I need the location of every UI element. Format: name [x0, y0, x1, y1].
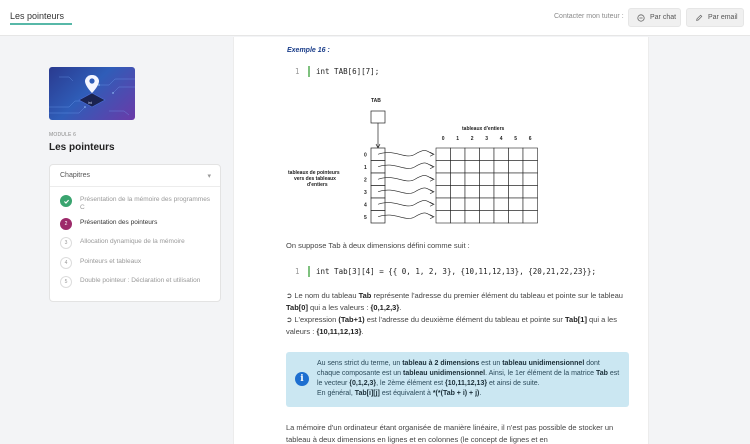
chapters-header[interactable] — [50, 165, 220, 187]
pointer-arrow — [378, 188, 433, 194]
chapters-title: Chapitres — [60, 172, 90, 179]
row-index: 0 — [364, 152, 367, 159]
text-bold: Tab[1] — [565, 315, 587, 324]
contact-tutor-label: Contacter mon tuteur : — [554, 13, 624, 20]
array-cell — [436, 173, 451, 186]
last-paragraph: La mémoire d'un ordinateur étant organisée de manière linéaire, il n'est pas possible de stocker un tableau à deux dimensions en lignes et en colonnes (le concept de lignes et en — [286, 423, 614, 444]
chat-icon — [637, 14, 645, 22]
chapter-number: 2 — [60, 218, 72, 230]
text-bold: {10,11,12,13} — [316, 327, 362, 336]
module-illustration — [49, 67, 135, 120]
col-index: 6 — [528, 136, 532, 142]
code-gutter-bar — [308, 266, 310, 277]
text-bold: {0,1,2,3} — [349, 380, 377, 387]
pointer-arrow — [378, 175, 433, 181]
chapter-number: 3 — [60, 237, 72, 249]
info-text — [317, 359, 622, 399]
array-cell — [494, 211, 509, 224]
pointer-column — [364, 148, 385, 223]
array-cell — [451, 148, 466, 161]
pointers-label-line1: tableaux de pointeurs — [288, 170, 340, 176]
pointers-label-line2: vers des tableaux — [294, 176, 336, 182]
arrows — [378, 150, 434, 218]
email-button-label: Par email — [708, 14, 738, 21]
arrow-head — [430, 177, 434, 181]
chapter-item-5[interactable] — [60, 276, 216, 288]
arrow-head — [430, 152, 434, 156]
arrays-label: tableaux d'entiers — [462, 126, 505, 132]
pencil-icon — [695, 14, 703, 22]
array-cell — [523, 211, 538, 224]
text: . — [479, 390, 482, 397]
pointer-arrow — [378, 150, 433, 156]
text: . — [399, 303, 402, 312]
example-label: Exemple 16 : — [287, 47, 330, 54]
chapter-label: Présentation de la mémoire des programmes C — [80, 196, 211, 211]
chevron-down-icon[interactable]: ▾ — [207, 173, 211, 180]
array-cell — [480, 148, 495, 161]
array-cell — [436, 198, 451, 211]
text-bold: Tab[i][j] — [354, 390, 380, 397]
line-number: 1 — [295, 67, 300, 76]
code-block-1 — [295, 66, 379, 77]
text: qui a les valeurs : — [307, 303, 371, 312]
array-cell — [494, 173, 509, 186]
text-bold: Tab[0] — [286, 303, 308, 312]
bullet-paragraph-1 — [286, 290, 631, 314]
text: L'expression — [294, 315, 339, 324]
text-bold: Tab — [358, 291, 372, 300]
row-index: 3 — [364, 189, 367, 196]
chapter-item-2[interactable] — [60, 218, 216, 230]
array-cell — [465, 211, 480, 224]
page-tab-title[interactable]: Les pointeurs — [10, 11, 65, 21]
lesson-content — [233, 37, 649, 444]
array-cell — [509, 198, 524, 211]
array-cell — [451, 186, 466, 199]
array-cell — [436, 186, 451, 199]
row-index: 2 — [364, 177, 367, 184]
chapter-item-4[interactable] — [60, 257, 216, 269]
array-cell — [509, 161, 524, 174]
chapter-label: Présentation des pointeurs — [80, 219, 158, 226]
array-cell — [436, 211, 451, 224]
chapter-item-3[interactable] — [60, 237, 216, 249]
col-index: 4 — [499, 136, 503, 142]
text: Au sens strict du terme, un — [317, 360, 403, 367]
text: est le vecteur — [317, 370, 620, 387]
array-cell — [465, 198, 480, 211]
module-title: Les pointeurs — [49, 142, 115, 153]
array-cell — [480, 173, 495, 186]
text: , le 2ème élément est — [376, 380, 446, 387]
col-index: 0 — [441, 136, 445, 142]
array-cell — [480, 198, 495, 211]
code-line: int TAB[6][7]; — [316, 67, 380, 76]
arrow-head — [430, 215, 434, 219]
chapter-number: 4 — [60, 257, 72, 269]
text: est l'adresse du deuxième élément du tableau et pointe sur — [364, 315, 565, 324]
array-cell — [465, 186, 480, 199]
code-line: int Tab[3][4] = {{ 0, 1, 2, 3}, {10,11,12,13}, {20,21,22,23}}; — [316, 267, 596, 276]
col-index: 5 — [514, 136, 518, 142]
array-cell — [465, 148, 480, 161]
svg-text:int: int — [88, 101, 92, 105]
array-cell — [509, 186, 524, 199]
array-cell — [451, 198, 466, 211]
text-bold: {10,11,12,13} — [445, 380, 488, 387]
arrow-head — [430, 165, 434, 169]
chapter-label: Allocation dynamique de la mémoire — [80, 238, 185, 245]
pointer-arrow — [378, 163, 433, 169]
active-tab-underline — [10, 23, 72, 25]
text: est un — [479, 360, 503, 367]
text-bold: (Tab+1) — [338, 315, 365, 324]
array-cell — [494, 148, 509, 161]
text-bold: tableau unidimensionnel — [403, 370, 486, 377]
text-bold: tableau à 2 dimensions — [402, 360, 480, 367]
array-diagram — [287, 94, 547, 224]
info-icon: i — [295, 372, 309, 386]
arrow-head — [430, 202, 434, 206]
array-cell — [465, 173, 480, 186]
text-bold: {0,1,2,3} — [370, 303, 400, 312]
array-cell — [494, 186, 509, 199]
sentence-suppose: On suppose Tab à deux dimensions défini comme suit : — [286, 241, 470, 250]
pointer-arrow — [378, 213, 433, 219]
module-cover-image — [49, 67, 135, 120]
bullet-paragraph-2 — [286, 314, 631, 338]
check-icon — [60, 195, 72, 207]
array-cell — [494, 161, 509, 174]
chapter-number: 5 — [60, 276, 72, 288]
array-cell — [523, 161, 538, 174]
array-cell — [480, 161, 495, 174]
array-grid — [436, 136, 538, 223]
code-gutter-bar — [308, 66, 310, 77]
chapter-label: Double pointeur : Déclaration et utilisation — [80, 277, 201, 284]
row-index: 1 — [364, 164, 367, 171]
text: dont chaque composante est un — [317, 360, 600, 377]
array-cell — [451, 211, 466, 224]
array-cell — [451, 161, 466, 174]
array-cell — [523, 173, 538, 186]
array-cell — [480, 211, 495, 224]
text: En général, — [317, 390, 355, 397]
code-block-2 — [295, 266, 596, 277]
bullet-icon: ➲ — [286, 291, 293, 300]
col-index: 3 — [485, 136, 489, 142]
array-cell — [509, 211, 524, 224]
array-cell — [480, 186, 495, 199]
text-bold: Tab — [595, 370, 608, 377]
text: . Ainsi, le 1er élément de la matrice — [485, 370, 596, 377]
array-cell — [436, 148, 451, 161]
bullet-icon: ➲ — [286, 315, 293, 324]
array-cell — [494, 198, 509, 211]
email-button[interactable] — [686, 8, 744, 27]
chat-button[interactable] — [628, 8, 681, 27]
row-index: 5 — [364, 214, 367, 221]
text: Le nom du tableau — [294, 291, 359, 300]
arrow-head — [430, 190, 434, 194]
array-cell — [509, 173, 524, 186]
col-index: 2 — [470, 136, 474, 142]
array-cell — [523, 148, 538, 161]
array-cell — [451, 173, 466, 186]
chat-button-label: Par chat — [650, 14, 677, 21]
pointer-arrow — [378, 200, 433, 206]
module-number-label: MODULE 6 — [49, 132, 77, 138]
array-cell — [523, 186, 538, 199]
row-index: 4 — [364, 202, 367, 209]
chapter-item-1[interactable] — [60, 195, 216, 212]
pointers-label-line3: d'entiers — [307, 182, 328, 188]
top-bar — [0, 0, 750, 36]
tab-label: TAB — [371, 98, 381, 104]
text-bold: *(*(Tab + i) + j) — [432, 390, 480, 397]
text: représente l'adresse du premier élément du tableau et pointe sur le tableau — [371, 291, 623, 300]
chapter-label: Pointeurs et tableaux — [80, 258, 142, 265]
info-callout — [286, 352, 629, 407]
text: . — [361, 327, 364, 336]
text: est équivalent à — [379, 390, 433, 397]
array-cell — [523, 198, 538, 211]
text: qui a les valeurs : — [286, 315, 617, 336]
array-cell — [436, 161, 451, 174]
text-bold: tableau unidimensionnel — [502, 360, 585, 367]
array-cell — [465, 161, 480, 174]
chapters-panel — [49, 164, 221, 302]
line-number: 1 — [295, 267, 300, 276]
col-index: 1 — [456, 136, 460, 142]
tab-box — [371, 111, 385, 123]
array-cell — [509, 148, 524, 161]
text: et ainsi de suite. — [487, 380, 540, 387]
